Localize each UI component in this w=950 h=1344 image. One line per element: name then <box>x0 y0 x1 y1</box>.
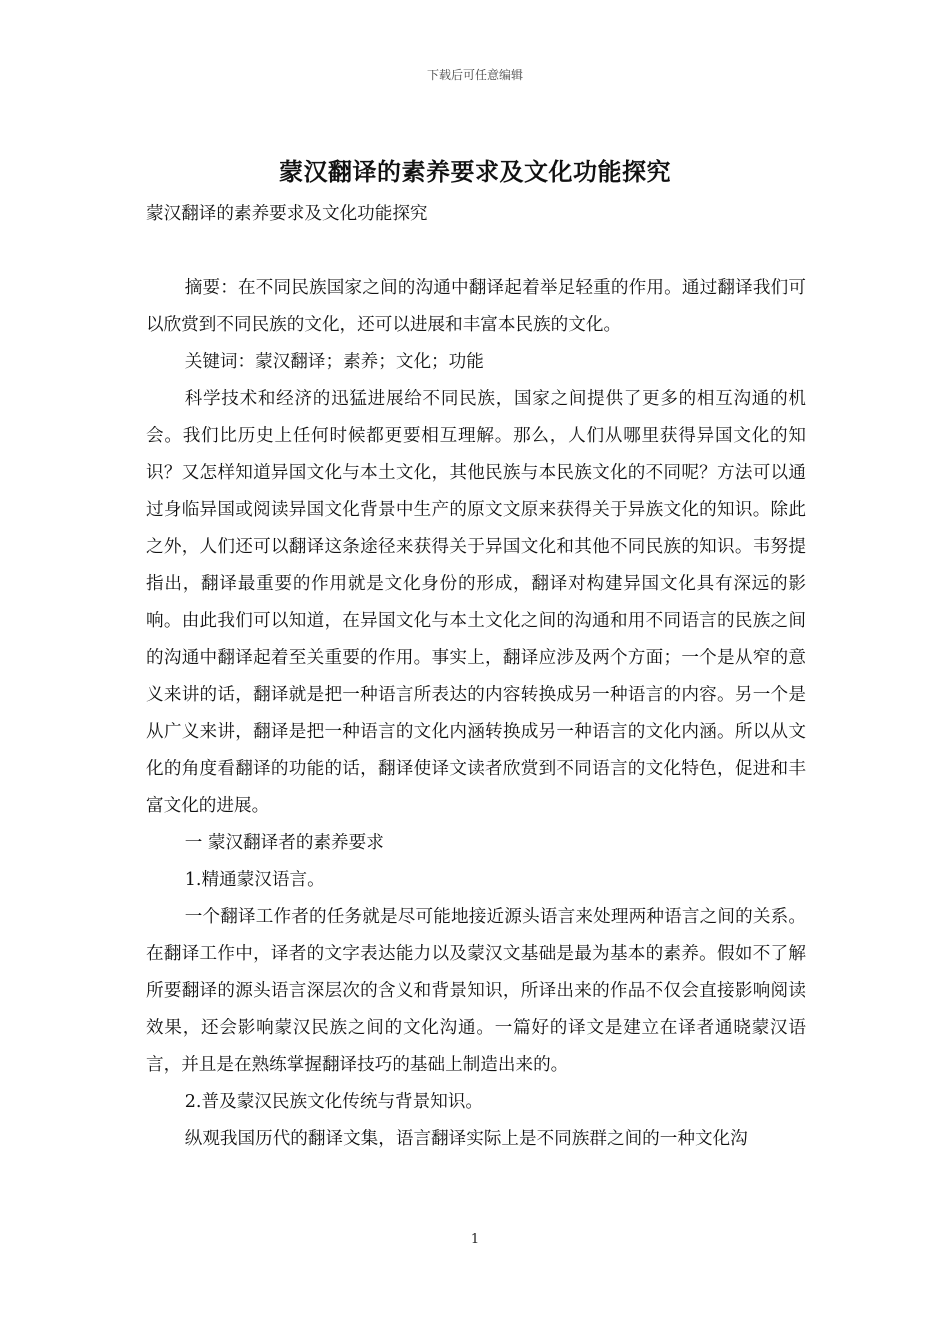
subtitle: 蒙汉翻译的素养要求及文化功能探究 <box>146 204 428 224</box>
subsection-paragraph-1: 一个翻译工作者的任务就是尽可能地接近源头语言来处理两种语言之间的关系。在翻译工作中，译者的文字表达能力以及蒙汉文基础是最为基本的素养。假如不了解所要翻译的源头语言深层次的含义和背景知识，所译出来的作品不仅会直接影响阅读效果，还会影响蒙汉民族之间的文化沟通。一篇好的译文是建立在译者通晓蒙汉语言，并且是在熟练掌握翻译技巧的基础上制造出来的。 <box>146 907 806 1075</box>
subsection-paragraph-2: 纵观我国历代的翻译文集，语言翻译实际上是不同族群之间的一种文化沟 <box>184 1129 748 1149</box>
document-title: 蒙汉翻译的素养要求及文化功能探究 <box>279 157 671 186</box>
abstract-paragraph: 摘要：在不同民族国家之间的沟通中翻译起着举足轻重的作用。通过翻译我们可以欣赏到不同民族的文化，还可以进展和丰富本民族的文化。 <box>146 278 806 335</box>
body-paragraph: 科学技术和经济的迅猛进展给不同民族，国家之间提供了更多的相互沟通的机会。我们比历史上任何时候都更要相互理解。那么，人们从哪里获得异国文化的知识？又怎样知道异国文化与本土文化，其他民族与本民族文化的不同呢？方法可以通过身临异国或阅读异国文化背景中生产的原文文原来获得关于异族文化的知识。除此之外，人们还可以翻译这条途径来获得关于异国文化和其他不同民族的知识。韦努提指出，翻译最重要的作用就是文化身份的形成，翻译对构建异国文化具有深远的影响。由此我们可以知道，在异国文化与本土文化之间的沟通和用不同语言的民族之间的沟通中翻译起着至关重要的作用。事实上，翻译应涉及两个方面；一个是从窄的意义来讲的话，翻译就是把一种语言所表达的内容转换成另一种语言的内容。另一个是从广义来讲，翻译是把一种语言的文化内涵转换成另一种语言的文化内涵。所以从文化的角度看翻译的功能的话，翻译使译文读者欣赏到不同语言的文化特色，促进和丰富文化的进展。 <box>146 389 806 816</box>
blank-line <box>146 233 806 270</box>
keywords-line: 关键词：蒙汉翻译；素养；文化；功能 <box>184 352 484 372</box>
page-header: 下载后可任意编辑 <box>426 68 523 82</box>
section-heading: 一 蒙汉翻译者的素养要求 <box>184 833 384 853</box>
page-number: 1 <box>470 1232 480 1247</box>
subsection-heading-1: 1.精通蒙汉语言。 <box>184 870 325 890</box>
document-body <box>146 196 806 1158</box>
subsection-heading-2: 2.普及蒙汉民族文化传统与背景知识。 <box>184 1092 484 1112</box>
